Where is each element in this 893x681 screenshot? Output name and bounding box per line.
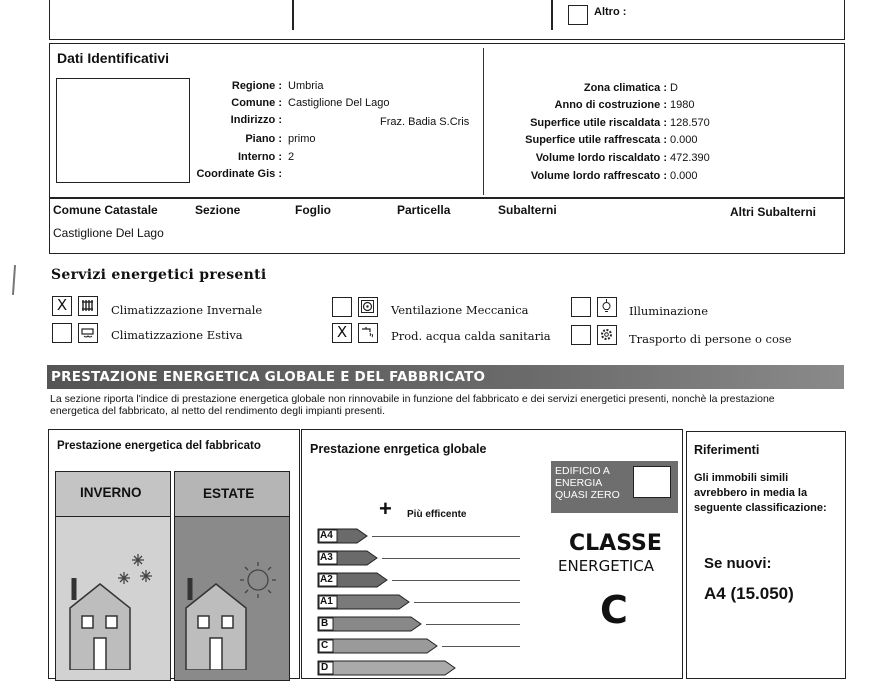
top-section [49, 0, 845, 40]
volume-riscaldato-label: Volume lordo riscaldato : [535, 152, 667, 164]
class-arrow-b [317, 616, 423, 632]
ventilazione-meccanica-checkbox[interactable] [332, 297, 352, 317]
class-label-c: C [321, 640, 329, 651]
sezione-header: Sezione [195, 203, 241, 217]
globale-title: Prestazione enrgetica globale [310, 442, 487, 456]
altri-subalterni-header: Altri Subalterni [730, 205, 817, 219]
class-label-d: D [321, 662, 329, 673]
prestazione-description: La sezione riporta l'indice di prestazione energetica globale non rinnovabile in funzione del fabbricato e dei servizi energetici presenti, nonchè la prestazione energetica del fabbricato, al netto del rendimento degli impianti presenti. [50, 393, 775, 417]
top-divider-1 [292, 0, 294, 30]
comune-catastale-value: Castiglione Del Lago [53, 226, 164, 240]
nzeb-label: EDIFICIO A ENERGIA QUASI ZERO [555, 465, 620, 501]
comune-value: Castiglione Del Lago [288, 97, 390, 109]
comune-catastale-header: Comune Catastale [53, 203, 158, 217]
class-line-b [426, 624, 520, 625]
identificativi-title: Dati Identificativi [57, 50, 170, 66]
class-line-c [442, 646, 520, 647]
anno-costruzione-value: 1980 [670, 99, 695, 111]
estate-house-icon [178, 548, 286, 670]
indirizzo-value: Fraz. Badia S.Cris [380, 116, 470, 128]
plus-icon: + [379, 496, 392, 521]
class-label-a2: A2 [320, 574, 333, 585]
air-conditioner-icon [78, 323, 98, 343]
foglio-header: Foglio [295, 203, 331, 217]
riferimenti-title: Riferimenti [694, 443, 760, 457]
photo-placeholder [56, 78, 190, 183]
fabbricato-title: Prestazione energetica del fabbricato [57, 440, 261, 452]
comune-label: Comune : [231, 97, 282, 109]
water-tap-icon [358, 323, 378, 343]
classe-label: CLASSE [569, 531, 662, 556]
snowflake-icon [118, 554, 152, 584]
ventilazione-meccanica-label: Ventilazione Meccanica [391, 303, 529, 317]
class-label-b: B [321, 618, 329, 629]
fan-icon [358, 297, 378, 317]
inverno-label: INVERNO [80, 485, 142, 500]
prestazione-banner [47, 365, 844, 389]
particella-header: Particella [397, 203, 451, 217]
volume-riscaldato-value: 472.390 [670, 152, 710, 164]
superficie-riscaldata-value: 128.570 [670, 117, 710, 129]
climatizzazione-invernale-checkbox[interactable]: X [52, 296, 72, 316]
identificativi-horizontal-divider [49, 197, 845, 199]
volume-raffrescato-value: 0.000 [670, 170, 698, 182]
superficie-raffrescata-label: Superfice utile raffrescata : [525, 134, 667, 146]
scan-mark [12, 265, 16, 295]
class-line-a2 [392, 580, 520, 581]
climatizzazione-estiva-label: Climatizzazione Estiva [111, 328, 243, 342]
sun-icon [240, 562, 276, 598]
top-divider-2 [551, 0, 553, 30]
class-label-a3: A3 [320, 552, 333, 563]
nzeb-checkbox[interactable] [633, 466, 671, 498]
trasporto-label: Trasporto di persone o cose [629, 332, 792, 346]
identificativi-vertical-divider [483, 48, 484, 195]
bulb-icon [597, 297, 617, 317]
estate-label: ESTATE [203, 486, 255, 501]
class-label-a4: A4 [320, 530, 333, 541]
prestazione-banner-text: PRESTAZIONE ENERGETICA GLOBALE E DEL FABBRICATO [51, 369, 486, 385]
regione-label: Regione : [231, 80, 282, 92]
indirizzo-label: Indirizzo : [230, 114, 282, 126]
class-line-a3 [382, 558, 520, 559]
climatizzazione-invernale-label: Climatizzazione Invernale [111, 303, 263, 317]
altro-checkbox[interactable] [568, 5, 588, 25]
climatizzazione-estiva-checkbox[interactable] [52, 323, 72, 343]
interno-label: Interno : [238, 151, 282, 163]
class-line-a1 [414, 602, 520, 603]
piano-value: primo [288, 133, 316, 145]
energetica-label: ENERGETICA [558, 557, 655, 575]
piano-label: Piano : [245, 133, 282, 145]
regione-value: Umbria [288, 80, 324, 92]
inverno-house-icon [60, 548, 168, 670]
trasporto-checkbox[interactable] [571, 325, 591, 345]
illuminazione-checkbox[interactable] [571, 297, 591, 317]
zona-climatica-value: D [670, 82, 678, 94]
coordinate-gis-label: Coordinate Gis : [196, 168, 282, 180]
se-nuovi-label: Se nuovi: [704, 555, 772, 572]
subalterni-header: Subalterni [498, 203, 557, 217]
altro-label: Altro : [594, 6, 627, 18]
interno-value: 2 [288, 151, 295, 163]
radiator-icon [78, 296, 98, 316]
volume-raffrescato-label: Volume lordo raffrescato : [530, 170, 667, 182]
class-arrow-d [317, 660, 457, 676]
illuminazione-label: Illuminazione [629, 304, 709, 318]
gear-icon [597, 325, 617, 345]
classe-value: C [600, 588, 628, 632]
servizi-title: Servizi energetici presenti [51, 267, 267, 283]
zona-climatica-label: Zona climatica : [583, 82, 667, 94]
class-line-a4 [372, 536, 520, 537]
anno-costruzione-label: Anno di costruzione : [554, 99, 667, 111]
piu-efficiente-label: Più efficente [407, 509, 467, 520]
superficie-riscaldata-label: Superfice utile riscaldata : [530, 117, 667, 129]
class-label-a1: A1 [320, 596, 333, 607]
se-nuovi-value: A4 (15.050) [704, 584, 794, 603]
superficie-raffrescata-value: 0.000 [670, 134, 698, 146]
acqua-calda-label: Prod. acqua calda sanitaria [391, 329, 551, 343]
class-arrow-c [317, 638, 439, 654]
riferimenti-text: Gli immobili simili avrebbero in media la seguente classificazione: [694, 472, 827, 514]
acqua-calda-checkbox[interactable]: X [332, 323, 352, 343]
